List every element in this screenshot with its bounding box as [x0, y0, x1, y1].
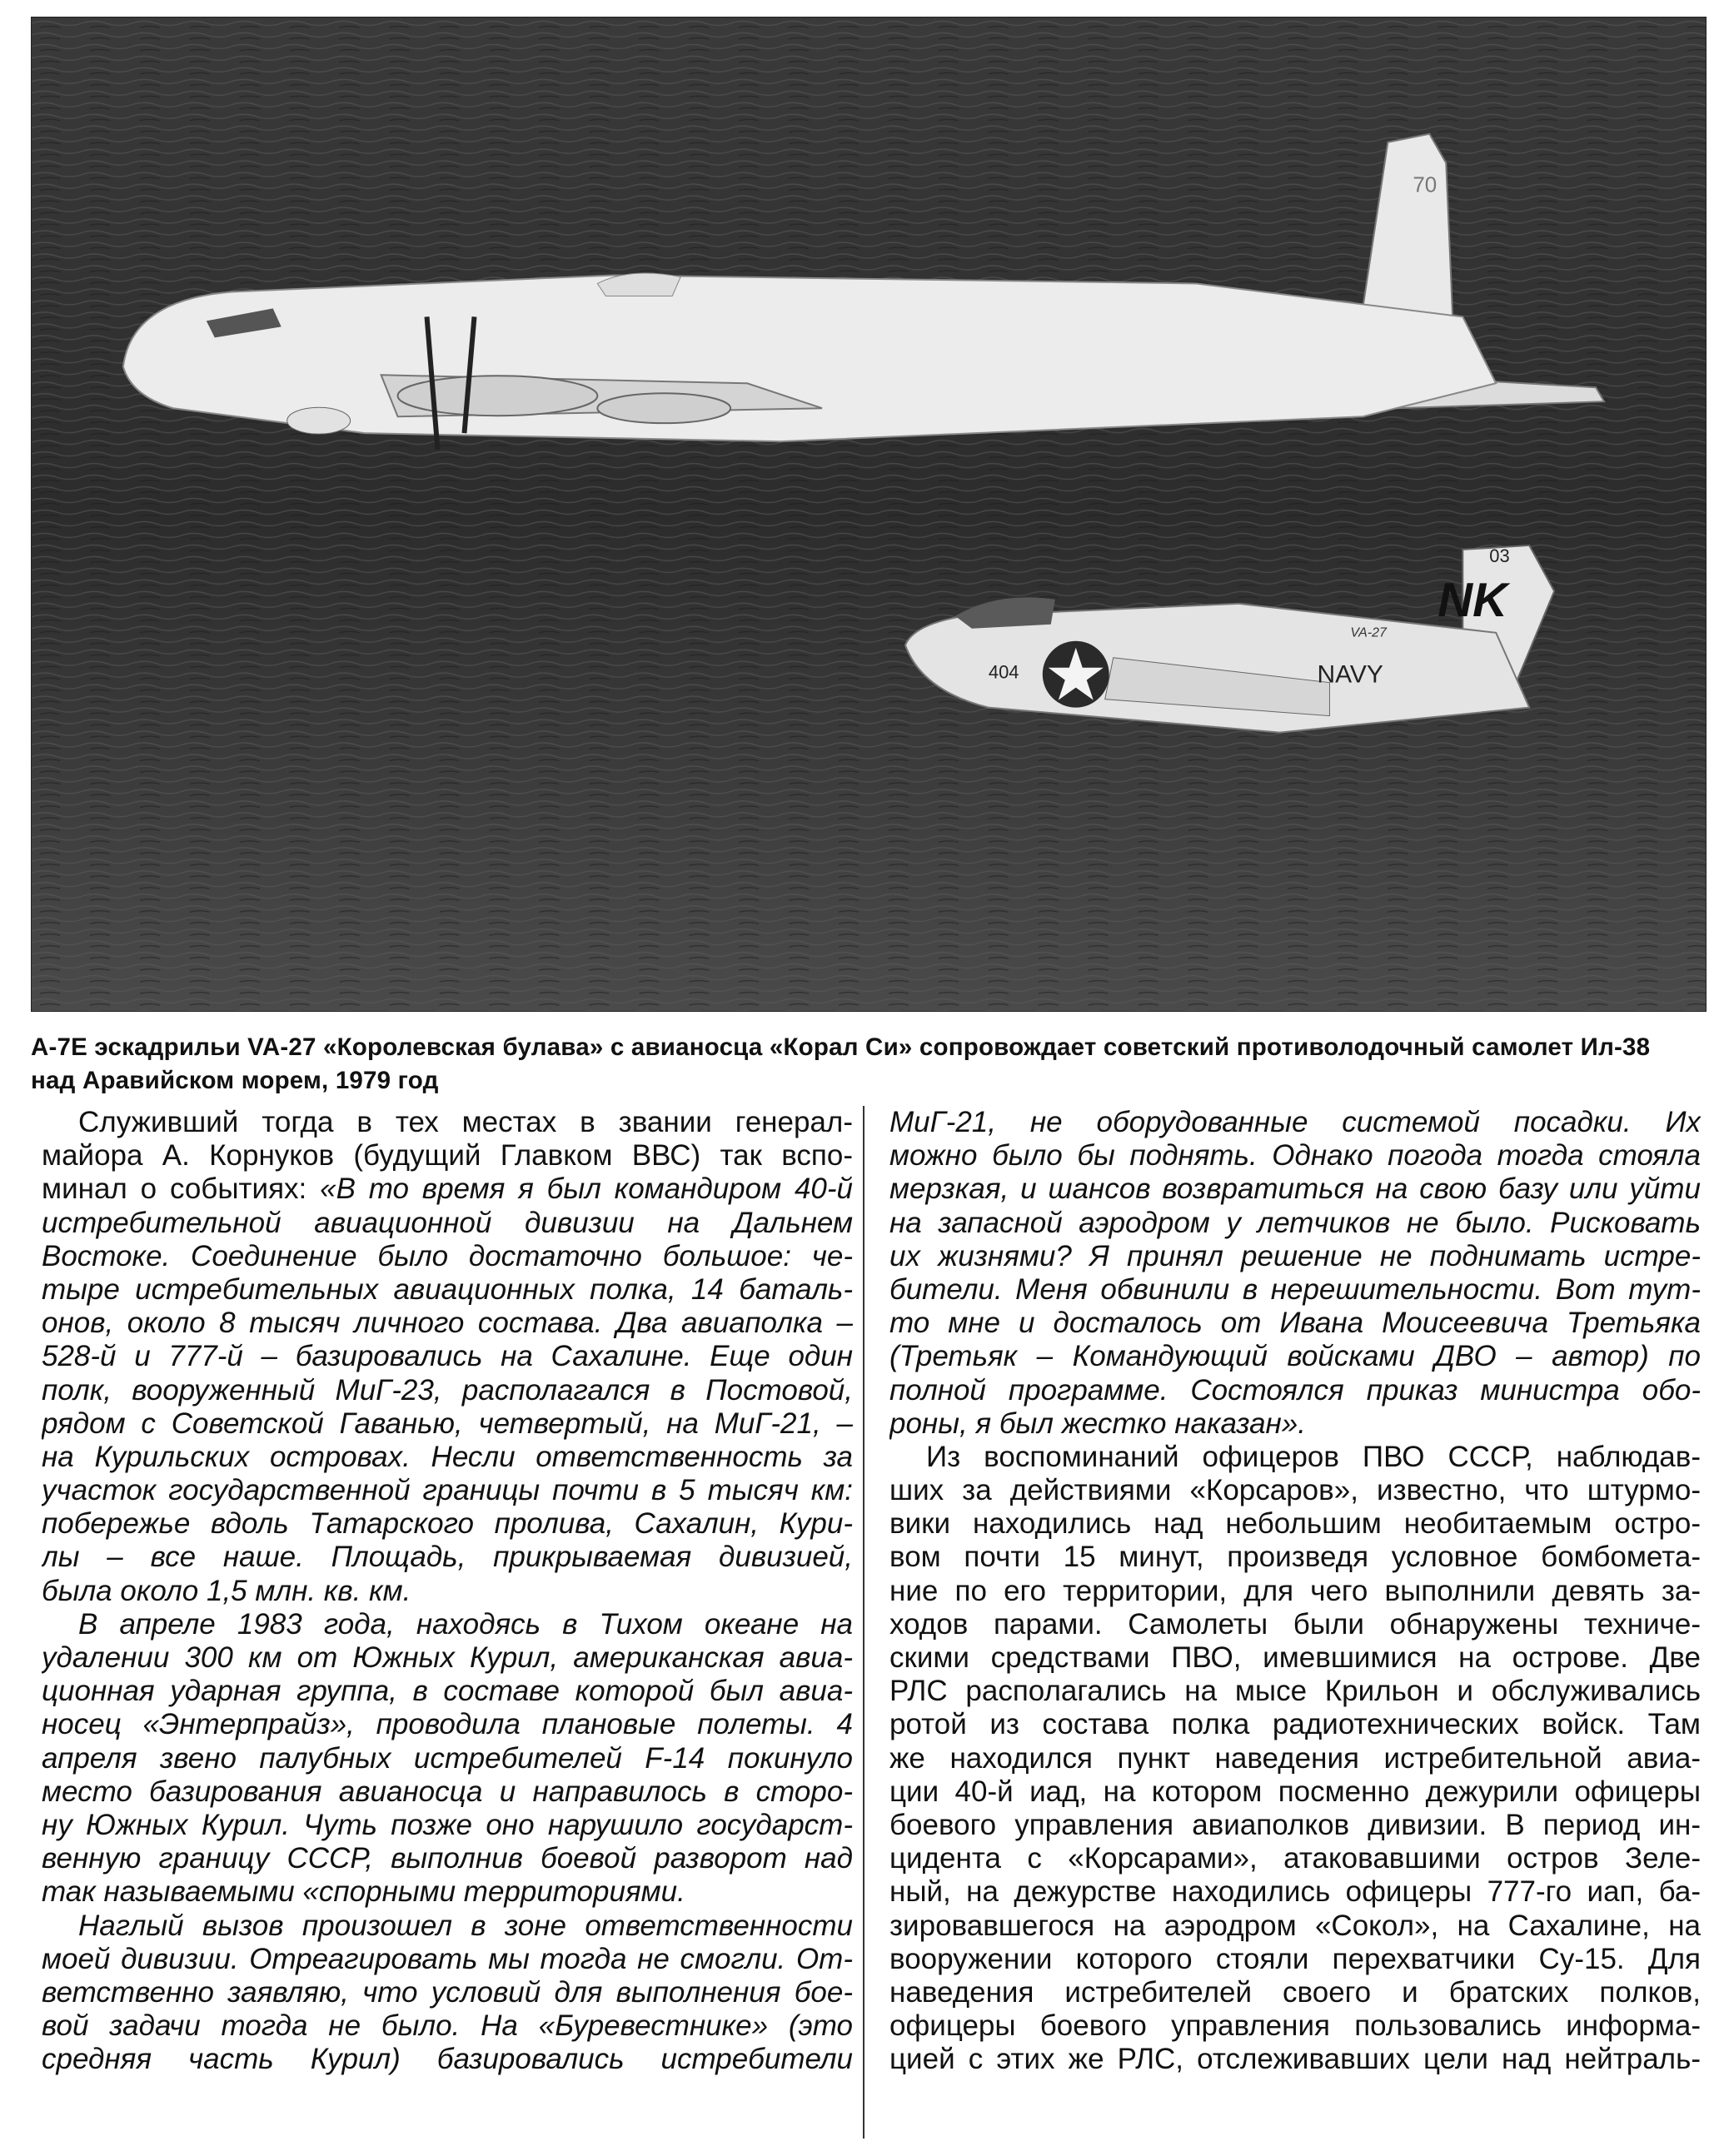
text-line: ну Южных Курил. Чуть позже оно нарушило государст-	[42, 1808, 853, 1841]
text-line: майора А. Корнуков (будущий Главком ВВС) так вспо-	[42, 1139, 853, 1173]
text-line: так называемыми «спорными территориями.	[42, 1875, 685, 1909]
text-line: их жизнями? Я принял решение не поднимать истре-	[889, 1239, 1701, 1272]
text-line: МиГ-21, не оборудованные системой посадки. Их	[889, 1106, 1701, 1138]
text-line: ние по его территории, для чего выполнили девять за-	[889, 1574, 1701, 1607]
paragraph	[889, 1106, 1701, 1441]
text-line: носец «Энтерпрайз», проводила плановые полеты. 4	[42, 1708, 853, 1741]
text-line: апреля звено палубных истребителей F-14 покинуло	[42, 1741, 853, 1775]
text-line: ционная ударная группа, в составе которой был авиа-	[42, 1675, 853, 1708]
text-line: (Третьяк – Командующий войсками ДВО – автор) по	[889, 1340, 1701, 1373]
text-line: участок государственной границы почти в 5 тысяч км:	[42, 1474, 853, 1507]
a7-navy-marking: NAVY	[1317, 660, 1383, 689]
text-line: РЛС располагались на мысе Крильон и обслуживались	[889, 1675, 1701, 1708]
text-line: средняя часть Курил) базировались истребители	[42, 2043, 853, 2076]
text-line: роны, я был жестко наказан».	[889, 1407, 1306, 1440]
paragraph	[42, 1106, 853, 1608]
text-line: цидента с «Корсарами», атаковавшими остров Зеле-	[889, 1842, 1701, 1875]
text-line: рядом с Советской Гаванью, четвертый, на МиГ-21, –	[42, 1407, 853, 1440]
text-line: место базирования авианосца и направилось в сторо-	[42, 1775, 853, 1808]
text-line: лы – все наше. Площадь, прикрываемая дивизией,	[42, 1541, 853, 1574]
text-line: полк, вооруженный МиГ-23, располагался в Постовой,	[42, 1373, 853, 1407]
text-line: боевого управления авиаполков дивизии. В период ин-	[889, 1808, 1701, 1841]
text-line: была около 1,5 млн. кв. км.	[42, 1574, 411, 1607]
text-line: на запасной аэродром у летчиков не было. Рисковать	[889, 1206, 1701, 1239]
a7-modex: 03	[1489, 545, 1510, 566]
text-line: на Курильских островах. Несли ответственность за	[42, 1440, 853, 1473]
text-line: ции 40-й иад, на котором посменно дежурили офицеры	[889, 1775, 1701, 1808]
photo-caption	[31, 1031, 1697, 1098]
text-line: вом почти 15 минут, произведя условное бомбомета-	[889, 1541, 1701, 1574]
text-line: тыре истребительных авиационных полка, 14 баталь-	[42, 1272, 853, 1306]
text-line: наведения истребителей своего и братских полков,	[889, 1975, 1701, 2009]
text-line: онов, около 8 тысяч личного состава. Два авиаполка –	[42, 1307, 853, 1340]
text-line: же находился пункт наведения истребительной авиа-	[889, 1741, 1701, 1775]
text-line: 528-й и 777-й – базировались на Сахалине. Еще один	[42, 1340, 853, 1373]
paragraph	[889, 1441, 1701, 2077]
column-divider	[863, 1106, 864, 2139]
text-line: зировавшегося на аэродром «Сокол», на Сахалине, на	[889, 1909, 1701, 1942]
text-line: то мне и досталось от Ивана Моисеевича Третьяка	[889, 1307, 1701, 1340]
text-line: ротой из состава полка радиотехнических войск. Там	[889, 1708, 1701, 1741]
text-line: вой задачи тогда не было. На «Буревестнике» (это	[42, 2009, 853, 2043]
text-line: истребительной авиационной дивизии на Дальнем	[42, 1206, 853, 1239]
a7-squadron-marking: VA-27	[1350, 625, 1387, 640]
text-line: Востоке. Соединение было достаточно большое: че-	[42, 1239, 853, 1272]
text-line: можно было бы поднять. Однако погода тогда стояла	[889, 1139, 1701, 1173]
aircraft-photo	[32, 17, 1706, 1011]
text-line: мерзкая, и шансов возвратиться на свою базу или уйти	[889, 1173, 1701, 1206]
text-line: удалении 300 км от Южных Курил, американская авиа-	[42, 1641, 853, 1674]
text-line: Служивший тогда в тех местах в звании генерал-	[78, 1106, 853, 1138]
text-line: офицеры боевого управления пользовались информа-	[889, 2009, 1701, 2043]
text-line: цией с этих же РЛС, отслеживавших цели над нейтраль-	[889, 2043, 1701, 2076]
text-line: вики находились над небольшим необитаемым остро-	[889, 1507, 1701, 1541]
text-line: вооружении которого стояли перехватчики Су-15. Для	[889, 1942, 1701, 1975]
text-line: ный, на дежурстве находились офицеры 777-го иап, ба-	[889, 1875, 1701, 1909]
text-line	[42, 1173, 853, 1206]
text-line: ходов парами. Самолеты были обнаружены техниче-	[889, 1607, 1701, 1641]
text-line: бители. Меня обвинили в нерешительности. Вот тут-	[889, 1272, 1701, 1306]
text-line: венную границу СССР, выполнив боевой разворот над	[42, 1842, 853, 1875]
text-line: ветственно заявляю, что условий для выполнения бое-	[42, 1975, 853, 2009]
il38-tail-number: 70	[1413, 172, 1437, 197]
text-line: ших за действиями «Корсаров», известно, что штурмо-	[889, 1474, 1701, 1507]
photograph	[31, 17, 1707, 1012]
text-line: скими средствами ПВО, имевшимися на острове. Две	[889, 1641, 1701, 1674]
a7-tail-code: NK	[1437, 573, 1507, 627]
text-line: Наглый вызов произошел в зоне ответственности	[78, 1909, 853, 1942]
text-line: полной программе. Состоялся приказ министра обо-	[889, 1373, 1701, 1407]
quote-span: «В то время я был командиром 40-й	[320, 1173, 853, 1206]
text-line: В апреле 1983 года, находясь в Тихом океане на	[78, 1607, 853, 1641]
a7-side-number: 404	[988, 661, 1019, 683]
caption-line: над Аравийском морем, 1979 год	[31, 1067, 439, 1094]
text-line: побережье вдоль Татарского пролива, Сахалин, Кури-	[42, 1507, 853, 1541]
text-span: минал о событиях:	[42, 1173, 321, 1206]
left-column	[42, 1106, 853, 2076]
caption-line: А-7Е эскадрильи VA-27 «Королевская булава» с авианосца «Корал Си» сопровождает советский противолодочный самолет Ил-38	[31, 1033, 1651, 1061]
right-column	[889, 1106, 1701, 2076]
paragraph	[42, 1910, 853, 2077]
text-line: Из воспоминаний офицеров ПВО СССР, наблюдав-	[926, 1440, 1701, 1473]
text-line: моей дивизии. Отреагировать мы тогда не смогли. От-	[42, 1942, 853, 1975]
paragraph	[42, 1608, 853, 1910]
